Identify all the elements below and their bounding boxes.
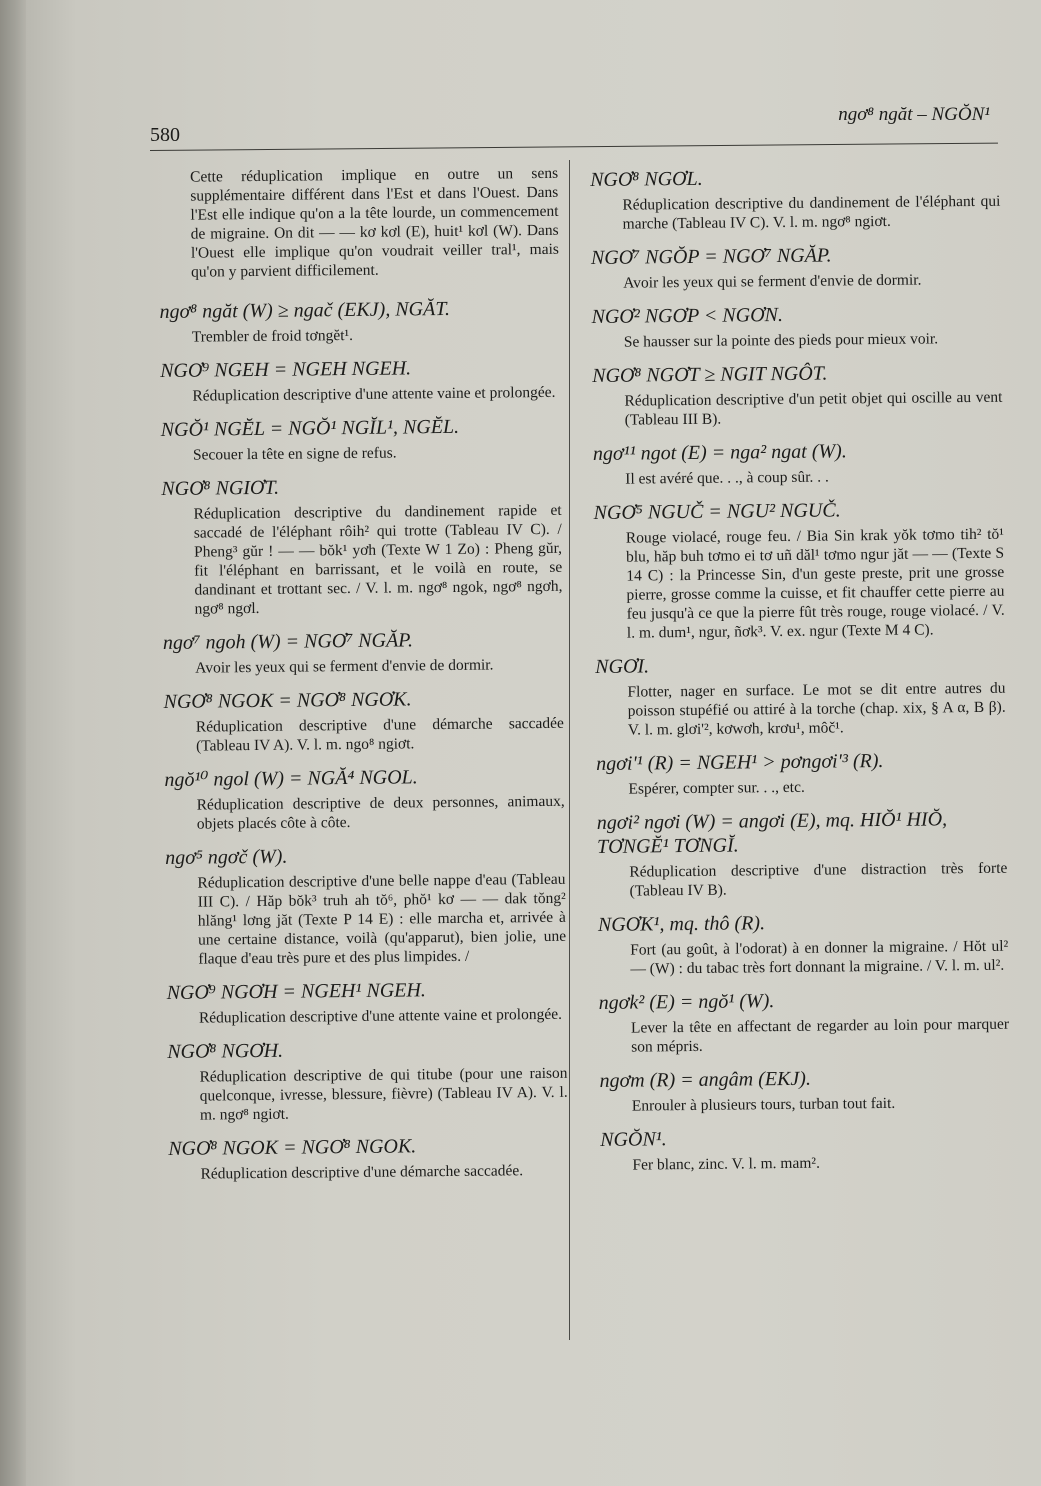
dictionary-entry [598, 909, 1009, 979]
entry-headword: NGƠI. [595, 655, 650, 678]
column-divider [569, 160, 570, 1340]
dictionary-entry [164, 764, 565, 834]
entry-definition: Fer blanc, zinc. V. l. m. mam². [632, 1154, 820, 1174]
entry-definition: Réduplication descriptive d'une attente vaine et prolongée. [192, 383, 556, 405]
entry-definition: Fort (au goût, à l'odorat) à en donner la migraine. / Hŏt ul² — (W) : du tabac très fort donnant la migraine. / V. l. m. ul². [630, 937, 1009, 978]
entry-headword: NGƠ⁸ NGƠH. [167, 1039, 284, 1063]
entry-headword: NGƠ⁷ NGŎP = NGƠ⁷ NGĂP. [590, 244, 832, 269]
dictionary-entry [600, 1124, 1010, 1175]
dictionary-entry [159, 296, 559, 347]
entry-definition: Avoir les yeux qui se ferment d'envie de dormir. [195, 656, 494, 677]
entry-headword: NGŎN¹. [600, 1128, 667, 1151]
entry-headword: ngơ⁸ ngăt (W) ≥ ngač (EKJ), NGĂT. [159, 297, 451, 323]
entry-headword: NGƠ⁹ NGƠH = NGEH¹ NGEH. [166, 979, 426, 1004]
entry-headword: ngŏ¹⁰ ngol (W) = NGĂ⁴ NGOL. [164, 766, 418, 791]
dictionary-entry [168, 1133, 568, 1184]
right-column [590, 164, 1011, 1187]
dictionary-entry [593, 438, 1003, 489]
entry-definition: Réduplication descriptive d'une démarche saccadée (Tableau IV A). V. l. m. ngo⁸ ngiơt. [195, 714, 564, 755]
dictionary-entry [596, 748, 1006, 799]
dictionary-entry [167, 977, 567, 1028]
entry-definition: Réduplication descriptive du dandinement rapide et saccadé de l'éléphant rôih² qui trotte (Tableau IV C). / Pheng³ gŭr ! — — bŏk¹ yơh (Texte W 1 Zo) : Pheng gŭr, fit l'éléphant en barrissant, et le voilà en route, se dandinant et trottant sec. / V. l. m. ngơ⁸ ngok, ngơ⁸ ngơh, ngơ⁸ ngơl. [193, 501, 563, 618]
entry-headword: NGƠ⁸ NGOK = NGƠ⁸ NGOK. [168, 1135, 417, 1160]
entry-headword: NGƠ² NGƠP < NGƠN. [591, 303, 784, 328]
dictionary-entry [593, 497, 1004, 643]
entry-headword: NGƠ⁸ NGƠT ≥ NGIT NGÔT. [592, 362, 828, 387]
entry-definition: Réduplication descriptive d'une attente vaine et prolongée. [198, 1005, 563, 1027]
entry-definition: Réduplication descriptive d'une distraction très forte (Tableau IV B). [629, 859, 1008, 900]
entry-headword: ngơ⁵ ngơč (W). [165, 845, 288, 869]
dictionary-entry [163, 686, 564, 756]
entry-headword: ngơm (R) = angâm (EKJ). [599, 1067, 812, 1092]
entry-definition: Avoir les yeux qui se ferment d'envie de dormir. [623, 271, 922, 292]
dictionary-entry [591, 301, 1001, 352]
dictionary-entry [599, 1065, 1009, 1116]
entry-definition: Rouge violacé, rouge feu. / Bia Sin krak yŏk tơmo tih² tŏ¹ blu, hăp buh tơmo ei tơ uñ dăl¹ tơmo ngur jăt — — (Texte S 14 C) : la Princesse Sin, d'un geste preste, prit une grosse pierre, grosse comme la cuisse, et fit chauffer cette pierre au feu jusqu'à ce que la pierre fût très rouge, rouge violacé. / V. l. m. dum¹, ngur, ñơk³. V. ex. ngur (Texte M 4 C). [625, 525, 1005, 642]
entry-definition: Réduplication descriptive d'une belle nappe d'eau (Tableau III C). / Hăp bŏk³ truh ah tŏ⁶, phŏ¹ kơ — — dak tŏng² hlăng¹ lơng jăt (Texte P 14 E) : elle marcha et, arrivée à une certaine distance, voilà (qu'apparut), bien jolie, une flaque d'eau très pure et des plus limpides. / [197, 870, 567, 968]
entry-headword: NGƠK¹, mq. thô (R). [597, 912, 766, 936]
entry-headword: NGŎ¹ NGĔL = NGŎ¹ NGĬL¹, NGĔL. [160, 415, 460, 441]
entry-headword: NGƠ⁹ NGEH = NGEH NGEH. [160, 357, 412, 382]
dictionary-entry [163, 627, 563, 678]
entry-headword: ngơ¹¹ ngot (E) = nga² ngat (W). [592, 440, 847, 465]
entry-headword: ngơi² ngơi (W) = angơi (E), mq. HIŎ¹ HIŎ, TƠNGĔ¹ TƠNGĬ. [596, 808, 948, 858]
dictionary-entry [161, 414, 561, 465]
book-gutter [0, 0, 26, 1486]
dictionary-entry [590, 164, 1001, 234]
dictionary-entry [167, 1036, 568, 1125]
entry-definition: Réduplication descriptive de qui titube (pour une raison quelconque, ivresse, blessure, fièvre) (Tableau IV A). V. l. m. ngơ⁸ ngiơt. [199, 1064, 568, 1124]
entry-definition: Lever la tête en affectant de regarder au loin pour marquer son mépris. [630, 1015, 1010, 1056]
entry-definition: Enrouler à plusieurs tours, turban tout fait. [631, 1094, 896, 1115]
dictionary-entry [165, 842, 566, 969]
dictionary-entry [597, 807, 1008, 901]
page-number: 580 [150, 124, 180, 146]
entry-definition: Il est avéré que. . ., à coup sûr. . . [625, 468, 829, 488]
entry-definition: Secouer la tête en signe de refus. [192, 444, 397, 464]
dictionary-entry [591, 242, 1001, 293]
entry-definition: Réduplication descriptive d'une démarche saccadée. [200, 1162, 524, 1183]
left-column [158, 164, 569, 1196]
dictionary-entry [161, 473, 562, 619]
dictionary-entry [160, 355, 560, 406]
entry-headword: NGƠ⁸ NGƠL. [590, 167, 703, 191]
running-head: ngơ⁸ ngăt – NGŎN¹ [838, 104, 990, 125]
entry-headword: ngơ⁷ ngoh (W) = NGƠ⁷ NGĂP. [162, 629, 413, 654]
entry-definition: Réduplication descriptive de deux personnes, animaux, objets placés côte à côte. [196, 792, 565, 833]
entry-definition: Espérer, compter sur. . ., etc. [628, 778, 805, 798]
entry-headword: ngơk² (E) = ngŏ¹ (W). [598, 990, 775, 1014]
entry-definition: Se hausser sur la pointe des pieds pour mieux voir. [623, 330, 939, 351]
entry-headword: NGƠ⁸ NGOK = NGƠ⁸ NGƠK. [163, 688, 412, 713]
dictionary-entry [599, 987, 1010, 1057]
entry-definition: Flotter, nager en surface. Le mot se dit entre autres du poisson stupéfié ou attiré à la torche (chap. xix, § A α, B β). V. l. m. glơi'², kơwơh, krơu¹, môč¹. [627, 679, 1006, 739]
dictionary-entry [592, 360, 1003, 430]
entry-definition: Réduplication descriptive d'un petit objet qui oscille au vent (Tableau III B). [624, 388, 1003, 429]
entry-headword: NGƠ⁵ NGUČ = NGU² NGUČ. [593, 499, 841, 524]
entry-headword: NGƠ⁸ NGIƠT. [161, 476, 280, 500]
intro-paragraph: Cette réduplication implique en outre un sens supplémentaire différent dans l'Est et dans l'Ouest. Dans l'Est elle indique qu'on a la tête lourde, un commencement de migraine. On dit — — kơ kơl (E), huit¹ kơl (W). Dans l'Ouest elle implique qu'on voudrait veiller tral¹, mais qu'on y parvient difficilement. [190, 164, 559, 281]
entry-definition: Trembler de froid tơngĕt¹. [191, 326, 354, 346]
entry-definition: Réduplication descriptive du dandinement de l'éléphant qui marche (Tableau IV C). V. l. m. ngơ⁸ ngiơt. [622, 192, 1001, 233]
dictionary-entry [595, 651, 1006, 740]
entry-headword: ngơi'¹ (R) = NGEH¹ > pơngơi'³ (R). [596, 749, 884, 775]
